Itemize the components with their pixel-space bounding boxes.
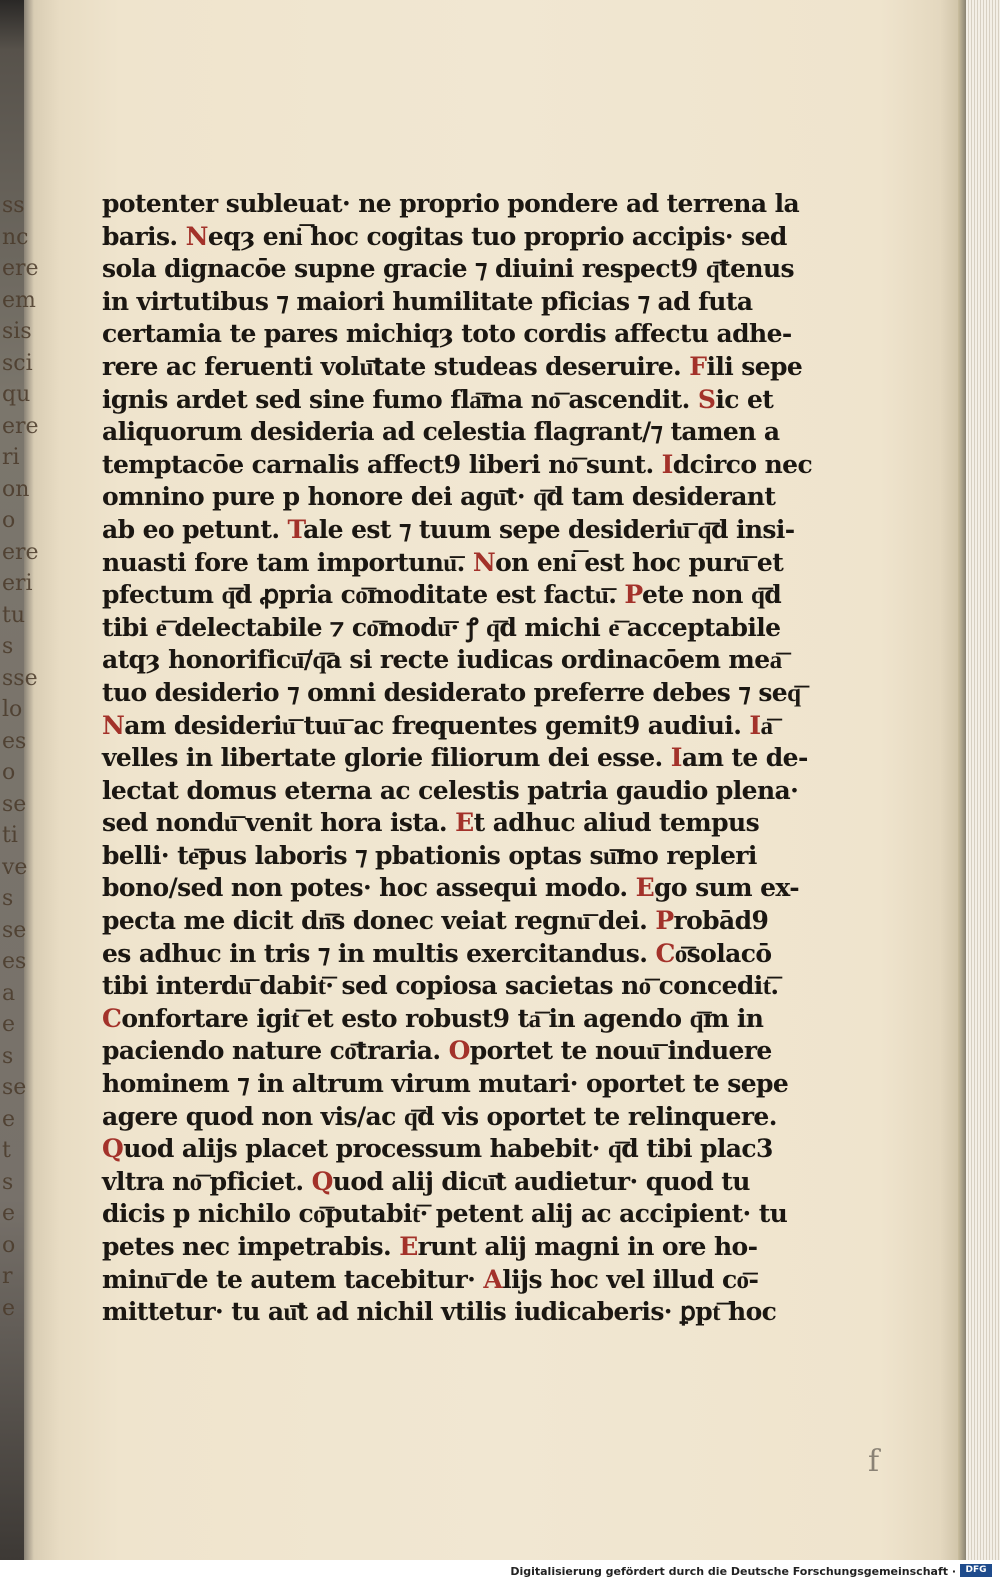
text-line: petes nec impetrabis. Erunt alij magni in ore ho- — [102, 1232, 758, 1261]
bleed-fragment: t — [2, 1138, 11, 1163]
bleed-fragment: ti — [2, 823, 18, 848]
rubricated-initial: Q — [311, 1166, 333, 1196]
bleed-fragment: em — [2, 287, 36, 313]
text-line: dicis p nichilo co͞putabit͞· petent alij ac accipient· tu — [102, 1199, 788, 1229]
rubricated-initial: I — [749, 710, 761, 740]
bleed-fragment: tu — [2, 602, 26, 628]
text-line: nuasti fore tam importunu͞. Non eni͞ est hoc puru͞ et — [102, 547, 784, 577]
bleed-fragment: eri — [2, 571, 33, 596]
page-stack-edge — [966, 0, 1000, 1560]
text-line: belli· te͞pus laboris ⁊ pbationis optas su͞mo repleri — [102, 840, 757, 870]
bleed-fragment: es — [2, 728, 27, 754]
text-line: vltra no͞ pficiet. Quod alij dicu͞t audietur· quod tu — [102, 1166, 750, 1196]
text-line: omnino pure p honore dei agu͞t· q͞d tam desiderant — [102, 482, 776, 512]
text-line: potenter subleuat· ne proprio pondere ad terrena la — [102, 189, 800, 218]
rubricated-initial: F — [689, 351, 707, 381]
bleed-fragment: ss — [2, 193, 25, 218]
text-line: in virtutibus ⁊ maiori humilitate pficias ⁊ ad futa — [102, 286, 753, 316]
rubricated-initial: Q — [102, 1134, 124, 1164]
text-line: temptacōe carnalis affect9 liberi no͞ sunt. Idcirco nec — [102, 449, 813, 479]
text-line: es adhuc in tris ⁊ in multis exercitandus. Co͞solacō — [102, 938, 772, 968]
bleed-fragment: ere — [2, 539, 39, 565]
text-line: certamia te pares michiqȝ toto cordis affectu adhe- — [102, 319, 792, 349]
bleed-fragment: sse — [2, 665, 38, 691]
text-line: tibi e͞ delectabile ⁊ co͞modu͞· ꝭ q͞d michi e͞ acceptabile — [102, 612, 781, 642]
bleed-fragment: es — [2, 949, 27, 974]
rubricated-initial: N — [185, 221, 208, 251]
rubricated-initial: C — [102, 1003, 122, 1033]
incunable-text-block — [102, 188, 813, 1329]
text-line: baris. Neqȝ eni͞ hoc cogitas tuo proprio accipis· sed — [102, 221, 787, 251]
bleed-fragment: se — [2, 917, 27, 943]
text-line: hominem ⁊ in altrum virum mutari· oportet te sepe — [102, 1069, 789, 1099]
text-line: paciendo nature co͞traria. Oportet te nouu͞ induere — [102, 1036, 772, 1066]
rubricated-initial: N — [102, 710, 125, 740]
text-line: ignis ardet sed sine fumo fla͞ma no͞ ascendit. Sic et — [102, 384, 774, 414]
bleed-fragment: s — [2, 1169, 14, 1195]
text-line: bono/sed non potes· hoc assequi modo. Ego sum ex- — [102, 873, 800, 903]
rubricated-initial: E — [455, 808, 474, 838]
text-line: ab eo petunt. Tale est ⁊ tuum sepe desideriu͞ q͞d insi- — [102, 514, 795, 544]
text-line: velles in libertate glorie filiorum dei esse. Iam te de- — [102, 743, 808, 773]
credit-text: Digitalisierung gefördert durch die Deutsche Forschungsgemeinschaft · — [510, 1565, 956, 1578]
bleed-fragment: e — [2, 1106, 16, 1132]
bleed-fragment: e — [2, 1012, 16, 1037]
bleed-fragment: se — [2, 791, 27, 817]
text-line: lectat domus eterna ac celestis patria gaudio plena· — [102, 775, 799, 805]
text-line: sed nondu͞ venit hora ista. Et adhuc aliud tempus — [102, 808, 760, 838]
bleed-fragment: r — [2, 1264, 13, 1289]
bleed-fragment: o — [2, 760, 16, 785]
text-line: minu͞ de te autem tacebitur· Alijs hoc vel illud co͞- — [102, 1264, 759, 1294]
text-line: Quod alijs placet processum habebit· q͞d tibi plac3 — [102, 1134, 773, 1164]
rubricated-initial: T — [287, 514, 304, 544]
text-line: agere quod non vis/ac q͞d vis oportet te relinquere. — [102, 1101, 777, 1131]
rubricated-initial: I — [661, 449, 673, 479]
bleed-fragment: lo — [2, 697, 23, 722]
text-line: tuo desiderio ⁊ omni desiderato preferre debes ⁊ seq͞ — [102, 677, 801, 707]
text-line: mittetur· tu au͞t ad nichil vtilis iudicaberis· ꝑpt͞ hoc — [102, 1297, 777, 1327]
text-line: pfectum q͞d ꝓpria co͞moditate est factu͞. Pete non q͞d — [102, 580, 782, 610]
bleed-fragment: on — [2, 476, 30, 502]
rubricated-initial: P — [655, 906, 674, 936]
rubricated-initial: P — [624, 580, 642, 610]
bleed-fragment: e — [2, 1295, 16, 1321]
text-line: pecta me dicit dn͞s donec veiat regnu͞ dei. Probād9 — [102, 906, 769, 936]
bleed-fragment: o — [2, 508, 16, 533]
bleed-fragment: ve — [2, 854, 28, 880]
rubricated-initial: N — [472, 547, 496, 577]
bleed-fragment: a — [2, 980, 16, 1006]
text-line: aliquorum desideria ad celestia flagrant/⁊ tamen a — [102, 417, 780, 447]
bleed-fragment: o — [2, 1232, 16, 1258]
bleed-fragment: sis — [2, 319, 32, 344]
pencil-mark: f — [868, 1444, 880, 1479]
bleed-fragment: se — [2, 1075, 27, 1100]
rubricated-initial: C — [655, 938, 675, 968]
bleed-fragment: s — [2, 886, 14, 911]
text-line: tibi interdu͞ dabit͞· sed copiosa sacietas no͞ concedit͞. — [102, 971, 779, 1001]
rubricated-initial: I — [670, 743, 682, 773]
text-line: Nam desideriu͞ tuu͞ ac frequentes gemit9 audiui. Ia͞ — [102, 710, 773, 740]
dfg-logo: DFG — [960, 1564, 992, 1577]
bleed-fragment: sci — [2, 350, 33, 376]
bleed-fragment: nc — [2, 224, 29, 250]
text-line: rere ac feruenti volu͞tate studeas deseruire. Fili sepe — [102, 351, 803, 381]
rubricated-initial: A — [483, 1264, 503, 1294]
text-line: sola dignacōe supne gracie ⁊ diuini respect9 q͞tenus — [102, 254, 795, 284]
bleed-fragment: ri — [2, 445, 20, 470]
rubricated-initial: S — [697, 384, 716, 414]
bleed-fragment: ere — [2, 413, 39, 439]
rubricated-initial: O — [448, 1036, 470, 1066]
bleed-fragment: s — [2, 634, 14, 659]
bleed-fragment: s — [2, 1043, 14, 1069]
rubricated-initial: E — [635, 873, 655, 903]
text-line: atqȝ honorificu͞/q͞a si recte iudicas ordinacōem mea͞ — [102, 645, 782, 675]
bleed-fragment: e — [2, 1201, 16, 1226]
text-line: Confortare igit͞ et esto robust9 ta͞ in agendo q͞m in — [102, 1003, 764, 1033]
digitization-credit-bar — [0, 1560, 1000, 1581]
rubricated-initial: E — [399, 1232, 418, 1261]
bleed-fragment: ere — [2, 256, 39, 281]
left-page-text-bleed — [2, 190, 39, 1330]
bleed-fragment: qu — [2, 382, 31, 407]
